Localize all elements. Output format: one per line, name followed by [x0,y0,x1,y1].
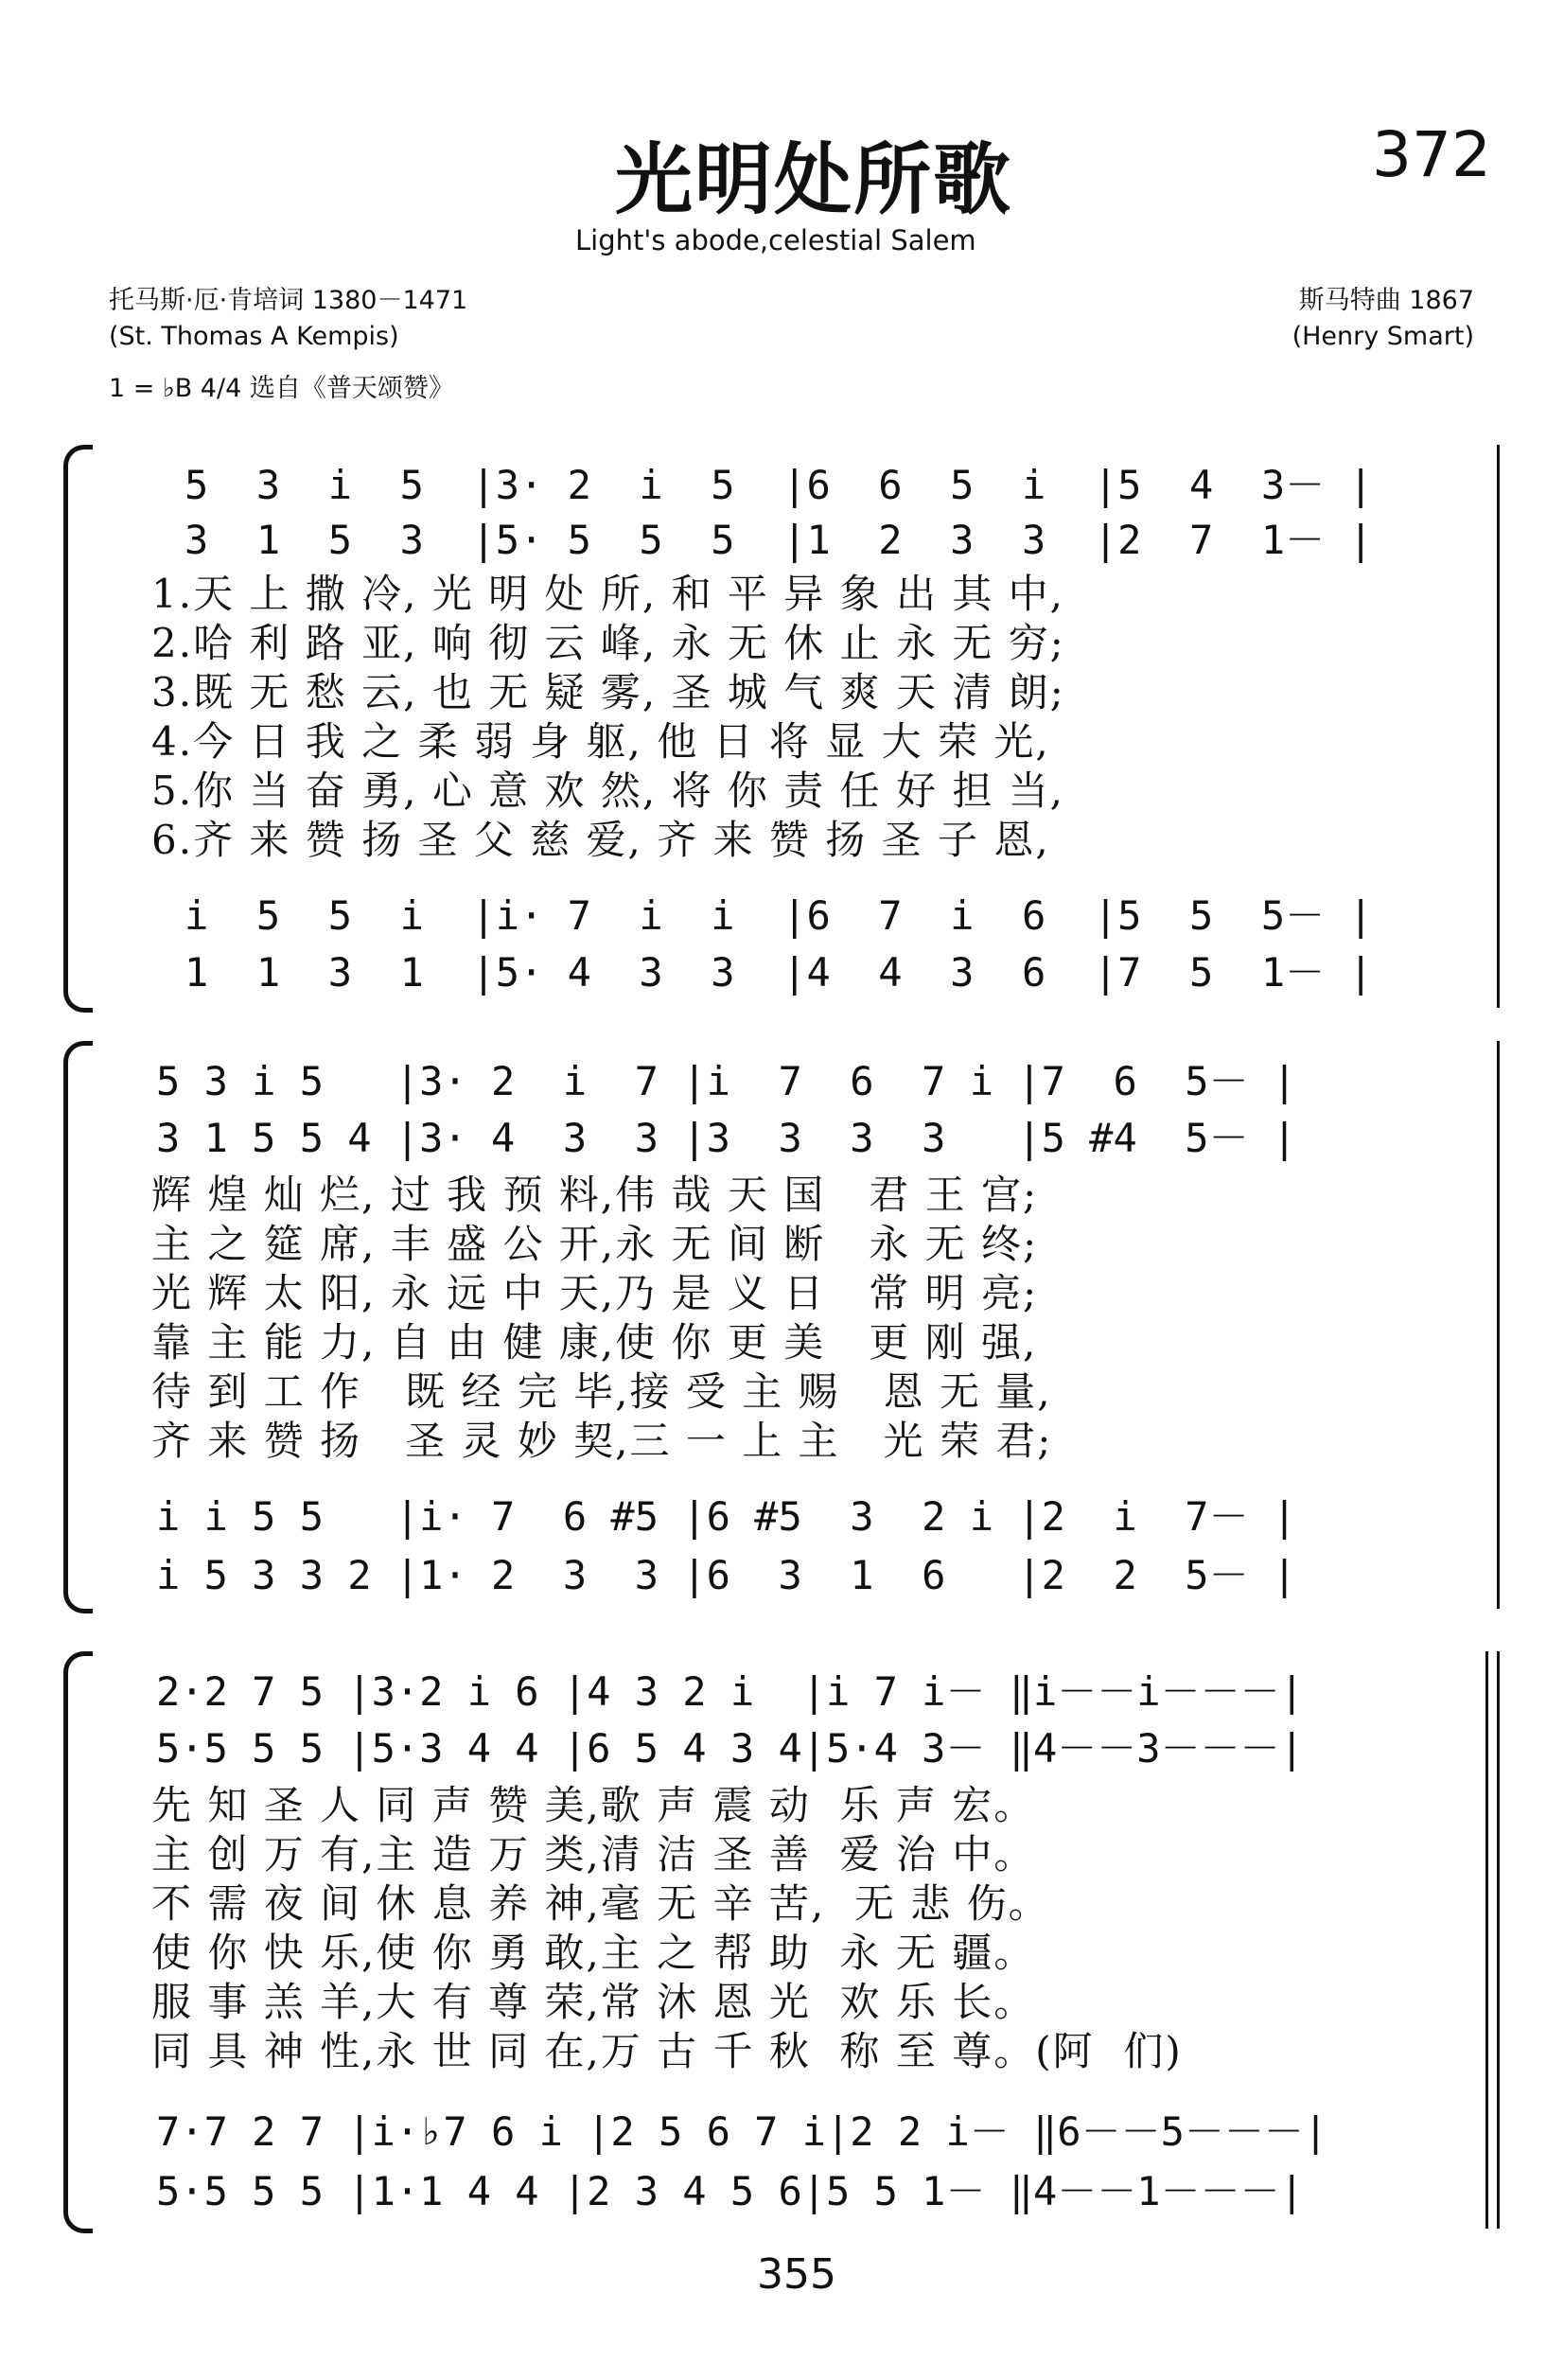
lyric-verse-2: 2.哈 利 路 亚, 响 彻 云 峰, 永 无 休 止 永 无 穷; [151,620,1065,666]
alto-line: 3 1 5 3 |5· 5 5 5 |1 2 3 3 |2 7 1－ | [185,517,1373,563]
lyricist-english: (St. Thomas A Kempis) [109,322,399,351]
system-3 [99,1651,1500,2229]
system-1 [99,445,1500,1008]
lyric-verse-1: 先 知 圣 人 同 声 赞 美,歌 声 震 动 乐 声 宏。 [151,1782,1036,1828]
lyric-verse-2: 主 之 筵 席, 丰 盛 公 开,永 无 间 断 永 无 终; [151,1221,1039,1267]
alto-line: 5·5 5 5 |5·3 4 4 |6 5 4 3 4|5·4 3－ ‖4－－3－－－| [156,1725,1304,1772]
key-and-meter: 1 = ♭B 4/4 选自《普天颂赞》 [109,374,454,403]
tenor-line: i i 5 5 |i· 7 6 #5 |6 #5 3 2 i |2 i 7－ | [156,1493,1297,1540]
hymn-number: 372 [1372,118,1491,191]
alto-line: 3 1 5 5 4 |3· 4 3 3 |3 3 3 3 |5 #4 5－ | [156,1115,1297,1161]
tenor-line: 7·7 2 7 |i·♭7 6 i |2 5 6 7 i|2 2 i－ ‖6－－5－－－| [156,2108,1328,2155]
lyric-verse-2: 主 创 万 有,主 造 万 类,清 洁 圣 善 爱 治 中。 [151,1831,1036,1878]
soprano-line: 2·2 7 5 |3·2 i 6 |4 3 2 i |i 7 i－ ‖i－－i－－－| [156,1668,1304,1715]
lyric-verse-5: 服 事 羔 羊,大 有 尊 荣,常 沐 恩 光 欢 乐 长。 [151,1979,1036,2025]
bass-line: 5·5 5 5 |1·1 4 4 |2 3 4 5 6|5 5 1－ ‖4－－1－－－| [156,2168,1304,2214]
bass-line: i 5 3 3 2 |1· 2 3 3 |6 3 1 6 |2 2 5－ | [156,1552,1297,1598]
lyric-verse-4: 4.今 日 我 之 柔 弱 身 躯, 他 日 将 显 大 荣 光, [151,718,1050,765]
lyric-verse-4: 使 你 快 乐,使 你 勇 敢,主 之 帮 助 永 无 疆。 [151,1930,1036,1976]
page-number: 355 [757,2250,836,2299]
lyric-verse-6: 6.齐 来 赞 扬 圣 父 慈 爱, 齐 来 赞 扬 圣 子 恩, [151,817,1050,863]
soprano-line: 5 3 i 5 |3· 2 i 7 |i 7 6 7 i |7 6 5－ | [156,1058,1297,1104]
composer-english: (Henry Smart) [1292,322,1474,351]
composer-credit: 斯马特曲 1867 [1298,286,1474,315]
lyric-verse-5: 5.你 当 奋 勇, 心 意 欢 然, 将 你 责 任 好 担 当, [151,767,1065,814]
system-brace [63,1651,93,2233]
lyricist-credit: 托马斯·厄·肯培词 1380－1471 [109,286,468,315]
soprano-line: 5 3 i 5 |3· 2 i 5 |6 6 5 i |5 4 3－ | [185,462,1373,508]
lyric-verse-6: 同 具 神 性,永 世 同 在,万 古 千 秋 称 至 尊。(阿 们) [151,2028,1183,2074]
hymn-title: 光明处所歌 [615,134,1013,225]
system-brace [63,1041,93,1613]
english-subtitle: Light's abode,celestial Salem [575,224,976,256]
lyric-verse-3: 光 辉 太 阳, 永 远 中 天,乃 是 义 日 常 明 亮; [151,1270,1039,1316]
lyric-verse-5: 待 到 工 作 既 经 完 毕,接 受 主 赐 恩 无 量, [151,1368,1052,1415]
lyric-verse-6: 齐 来 赞 扬 圣 灵 妙 契,三 一 上 主 光 荣 君; [151,1418,1053,1464]
bass-line: 1 1 3 1 |5· 4 3 3 |4 4 3 6 |7 5 1－ | [185,949,1373,996]
lyric-verse-3: 不 需 夜 间 休 息 养 神,毫 无 辛 苦, 无 悲 伤。 [151,1880,1050,1927]
lyric-verse-4: 靠 主 能 力, 自 由 健 康,使 你 更 美 更 刚 强, [151,1319,1038,1366]
lyric-verse-1: 辉 煌 灿 烂, 过 我 预 料,伟 哉 天 国 君 王 宫; [151,1172,1039,1218]
lyric-verse-1: 1.天 上 撒 冷, 光 明 处 所, 和 平 异 象 出 其 中, [151,571,1065,617]
lyric-verse-3: 3.既 无 愁 云, 也 无 疑 雾, 圣 城 气 爽 天 清 朗; [151,669,1065,715]
tenor-line: i 5 5 i |i· 7 i i |6 7 i 6 |5 5 5－ | [185,892,1373,939]
system-2 [99,1041,1500,1609]
system-brace [63,445,93,1013]
